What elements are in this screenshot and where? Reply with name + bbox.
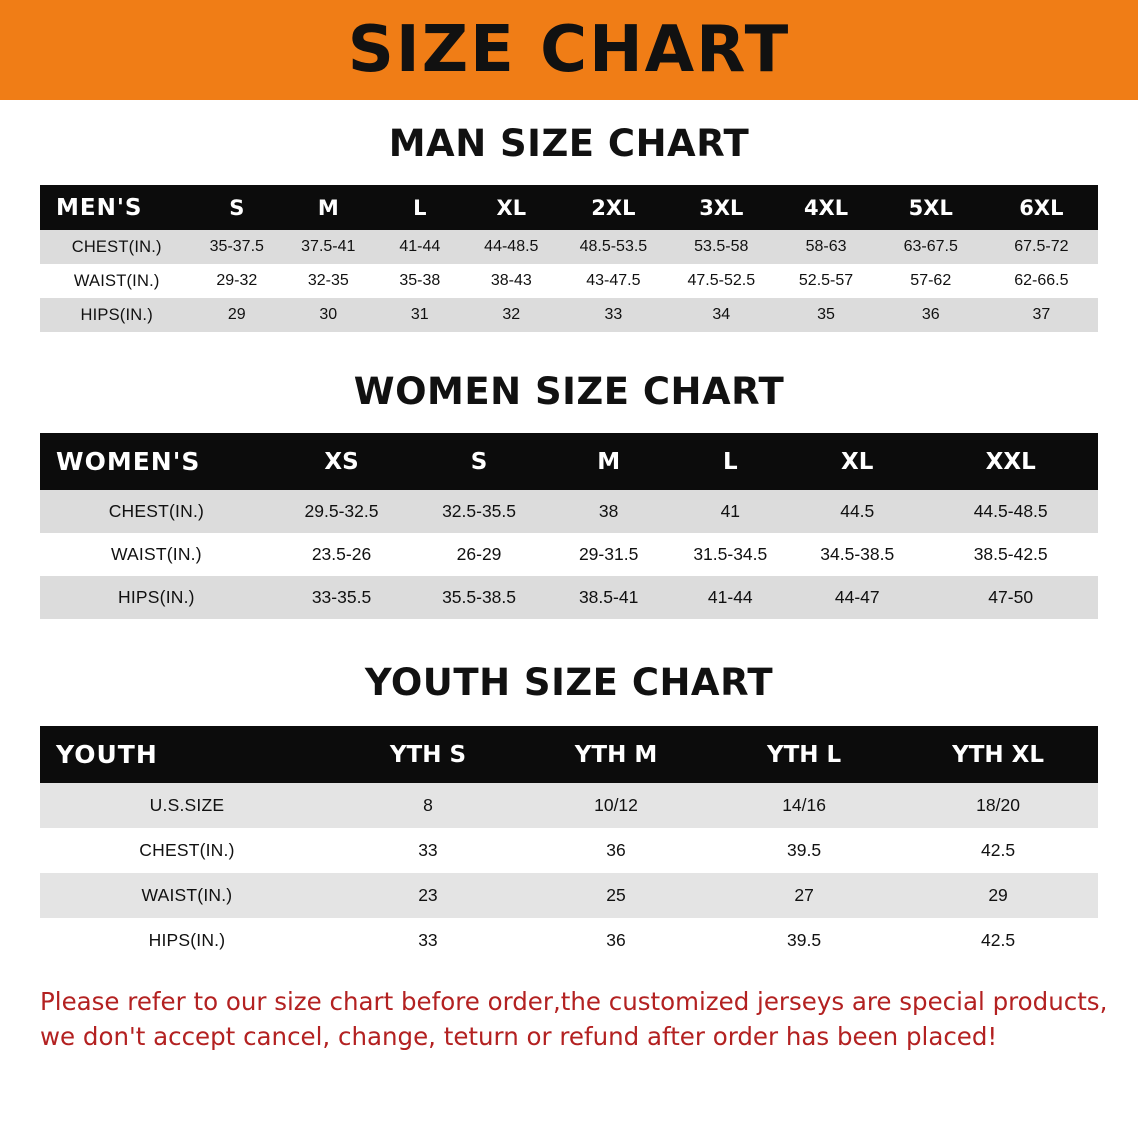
cell: 34 (667, 298, 775, 332)
cell: 41-44 (376, 230, 463, 264)
cell: 47-50 (923, 576, 1098, 619)
cell: 8 (334, 783, 522, 828)
cell: 52.5-57 (775, 264, 877, 298)
man-size-table (40, 185, 1098, 332)
cell: 29-32 (193, 264, 280, 298)
youth-size-table (40, 726, 1098, 963)
cell: 10/12 (522, 783, 710, 828)
cell: 38 (548, 490, 670, 533)
col-header-8: 5XL (877, 185, 985, 230)
cell: 34.5-38.5 (791, 533, 923, 576)
women-table-wrap (0, 433, 1138, 619)
table-header-row (40, 433, 1098, 490)
cell: 44-47 (791, 576, 923, 619)
table-header-row (40, 185, 1098, 230)
table-row (40, 576, 1098, 619)
cell: 53.5-58 (667, 230, 775, 264)
col-header-0: MEN'S (40, 185, 193, 230)
cell: 33 (334, 918, 522, 963)
row-label: HIPS(IN.) (40, 918, 334, 963)
cell: 37 (985, 298, 1098, 332)
cell: 35.5-38.5 (410, 576, 548, 619)
page-title: SIZE CHART (347, 13, 791, 87)
cell: 38-43 (463, 264, 559, 298)
col-header-2: S (410, 433, 548, 490)
row-label: CHEST(IN.) (40, 230, 193, 264)
row-label: WAIST(IN.) (40, 264, 193, 298)
cell: 32.5-35.5 (410, 490, 548, 533)
cell: 23.5-26 (273, 533, 411, 576)
table-row (40, 490, 1098, 533)
cell: 31 (376, 298, 463, 332)
cell: 67.5-72 (985, 230, 1098, 264)
col-header-6: 3XL (667, 185, 775, 230)
cell: 32 (463, 298, 559, 332)
col-header-0: WOMEN'S (40, 433, 273, 490)
col-header-0: YOUTH (40, 726, 334, 783)
col-header-1: YTH S (334, 726, 522, 783)
cell: 35-38 (376, 264, 463, 298)
cell: 58-63 (775, 230, 877, 264)
cell: 41-44 (669, 576, 791, 619)
cell: 31.5-34.5 (669, 533, 791, 576)
table-row (40, 918, 1098, 963)
cell: 39.5 (710, 918, 898, 963)
col-header-2: M (280, 185, 376, 230)
cell: 23 (334, 873, 522, 918)
cell: 39.5 (710, 828, 898, 873)
col-header-3: M (548, 433, 670, 490)
table-row (40, 264, 1098, 298)
cell: 38.5-41 (548, 576, 670, 619)
cell: 44.5 (791, 490, 923, 533)
col-header-3: L (376, 185, 463, 230)
row-label: HIPS(IN.) (40, 298, 193, 332)
cell: 36 (522, 828, 710, 873)
cell: 33 (559, 298, 667, 332)
cell: 63-67.5 (877, 230, 985, 264)
notice-line-2: we don't accept cancel, change, teturn or refund after order has been placed! (40, 1021, 998, 1051)
cell: 44-48.5 (463, 230, 559, 264)
man-table-wrap (0, 185, 1138, 332)
col-header-4: L (669, 433, 791, 490)
row-label: CHEST(IN.) (40, 490, 273, 533)
women-section-title: WOMEN SIZE CHART (353, 370, 785, 413)
cell: 41 (669, 490, 791, 533)
col-header-5: 2XL (559, 185, 667, 230)
cell: 43-47.5 (559, 264, 667, 298)
col-header-1: XS (273, 433, 411, 490)
col-header-9: 6XL (985, 185, 1098, 230)
youth-table-wrap (0, 726, 1138, 963)
cell: 42.5 (898, 828, 1098, 873)
col-header-6: XXL (923, 433, 1098, 490)
row-label: CHEST(IN.) (40, 828, 334, 873)
col-header-5: XL (791, 433, 923, 490)
cell: 33-35.5 (273, 576, 411, 619)
cell: 25 (522, 873, 710, 918)
cell: 29.5-32.5 (273, 490, 411, 533)
man-section-title: MAN SIZE CHART (388, 122, 750, 165)
cell: 32-35 (280, 264, 376, 298)
row-label: HIPS(IN.) (40, 576, 273, 619)
cell: 33 (334, 828, 522, 873)
col-header-3: YTH L (710, 726, 898, 783)
cell: 48.5-53.5 (559, 230, 667, 264)
cell: 29 (193, 298, 280, 332)
cell: 36 (877, 298, 985, 332)
youth-section-title: YOUTH SIZE CHART (364, 661, 774, 704)
cell: 30 (280, 298, 376, 332)
cell: 57-62 (877, 264, 985, 298)
cell: 44.5-48.5 (923, 490, 1098, 533)
table-row (40, 533, 1098, 576)
col-header-4: YTH XL (898, 726, 1098, 783)
return-policy-notice (40, 985, 1108, 1055)
cell: 35 (775, 298, 877, 332)
cell: 42.5 (898, 918, 1098, 963)
cell: 36 (522, 918, 710, 963)
cell: 26-29 (410, 533, 548, 576)
cell: 27 (710, 873, 898, 918)
cell: 47.5-52.5 (667, 264, 775, 298)
cell: 18/20 (898, 783, 1098, 828)
cell: 35-37.5 (193, 230, 280, 264)
table-row (40, 298, 1098, 332)
table-row (40, 783, 1098, 828)
cell: 37.5-41 (280, 230, 376, 264)
row-label: WAIST(IN.) (40, 533, 273, 576)
cell: 29 (898, 873, 1098, 918)
col-header-4: XL (463, 185, 559, 230)
col-header-2: YTH M (522, 726, 710, 783)
col-header-1: S (193, 185, 280, 230)
women-size-table (40, 433, 1098, 619)
cell: 29-31.5 (548, 533, 670, 576)
cell: 38.5-42.5 (923, 533, 1098, 576)
table-header-row (40, 726, 1098, 783)
cell: 14/16 (710, 783, 898, 828)
row-label: U.S.SIZE (40, 783, 334, 828)
banner (0, 0, 1138, 100)
row-label: WAIST(IN.) (40, 873, 334, 918)
table-row (40, 230, 1098, 264)
table-row (40, 873, 1098, 918)
cell: 62-66.5 (985, 264, 1098, 298)
table-row (40, 828, 1098, 873)
col-header-7: 4XL (775, 185, 877, 230)
notice-line-1: Please refer to our size chart before order,the customized jerseys are special products, (40, 987, 1108, 1016)
